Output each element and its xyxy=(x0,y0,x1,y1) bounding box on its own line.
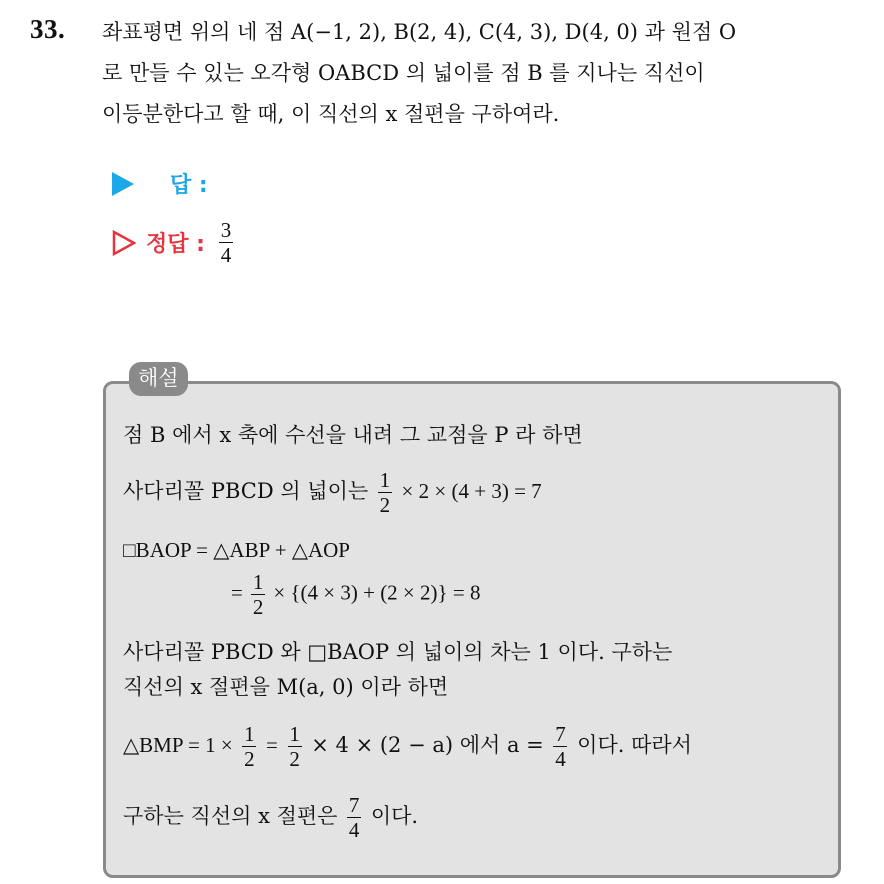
fraction-denominator: 2 xyxy=(289,747,300,771)
question-text xyxy=(102,16,872,139)
fraction-denominator: 4 xyxy=(220,243,232,267)
fraction-denominator: 4 xyxy=(348,818,360,842)
fraction-numerator: 1 xyxy=(252,570,264,594)
fraction-denominator: 2 xyxy=(244,747,255,771)
fraction-seven-quarters xyxy=(347,793,361,842)
fraction-denominator: 2 xyxy=(379,493,391,517)
solution-line-5: 사다리꼴 PBCD 와 □BAOP 의 넓이의 차는 1 이다. 구하는 xyxy=(123,640,673,664)
math-expression: × {(4 × 3) + (2 × 2)} = 8 xyxy=(273,580,481,605)
fraction-half xyxy=(378,468,392,517)
fraction-seven-quarters xyxy=(553,722,567,771)
math-expression: △BMP = 1 × xyxy=(123,733,233,757)
solution-text: 이다. 따라서 xyxy=(577,733,692,757)
fraction-half xyxy=(288,722,302,771)
question-line: 이등분한다고 할 때, 이 직선의 x 절편을 구하여라. xyxy=(102,102,560,126)
solution-line-2 xyxy=(123,468,542,517)
solution-text: 이다. xyxy=(370,804,419,828)
equals-sign: = xyxy=(231,580,243,605)
math-expression: × 4 × (2 − a) 에서 a = xyxy=(311,733,544,757)
answer-label: 답 : xyxy=(170,173,208,198)
question-line: 좌표평면 위의 네 점 A(−1, 2), B(2, 4), C(4, 3), D(4, 0) 과 원점 O xyxy=(102,20,737,44)
fraction-half xyxy=(251,570,265,619)
solution-line-7 xyxy=(123,722,692,771)
correct-answer-row xyxy=(112,218,236,267)
solution-line-1: 점 B 에서 x 축에 수선을 내려 그 교점을 P 라 하면 xyxy=(123,423,583,447)
solution-line-6: 직선의 x 절편을 M(a, 0) 이라 하면 xyxy=(123,675,449,699)
correct-answer-fraction xyxy=(219,218,233,267)
solution-text: 구하는 직선의 x 절편은 xyxy=(123,804,338,828)
answer-row xyxy=(112,168,208,199)
question-line: 로 만들 수 있는 오각형 OABCD 의 넓이를 점 B 를 지나는 직선이 xyxy=(102,61,705,85)
fraction-numerator: 7 xyxy=(555,722,566,746)
fraction-denominator: 4 xyxy=(555,747,566,771)
correct-answer-label: 정답 : xyxy=(146,232,205,257)
math-expression: × 2 × (4 + 3) = 7 xyxy=(401,479,542,503)
fraction-numerator: 3 xyxy=(220,218,232,242)
solution-tag: 해설 xyxy=(129,362,188,396)
solution-line-4 xyxy=(231,570,480,619)
solution-line-8 xyxy=(123,793,418,842)
fraction-numerator: 1 xyxy=(379,468,391,492)
solution-line-3: □BAOP = △ABP + △AOP xyxy=(123,538,350,562)
fraction-numerator: 1 xyxy=(244,722,255,746)
play-triangle-icon xyxy=(112,172,134,196)
fraction-half xyxy=(242,722,256,771)
solution-text: 사다리꼴 PBCD 의 넓이는 xyxy=(123,479,369,503)
outline-triangle-icon xyxy=(112,230,136,256)
fraction-numerator: 1 xyxy=(289,722,300,746)
fraction-numerator: 7 xyxy=(348,793,360,817)
question-number: 33. xyxy=(30,14,66,44)
equals-sign: = xyxy=(266,733,278,757)
fraction-denominator: 2 xyxy=(252,595,264,619)
